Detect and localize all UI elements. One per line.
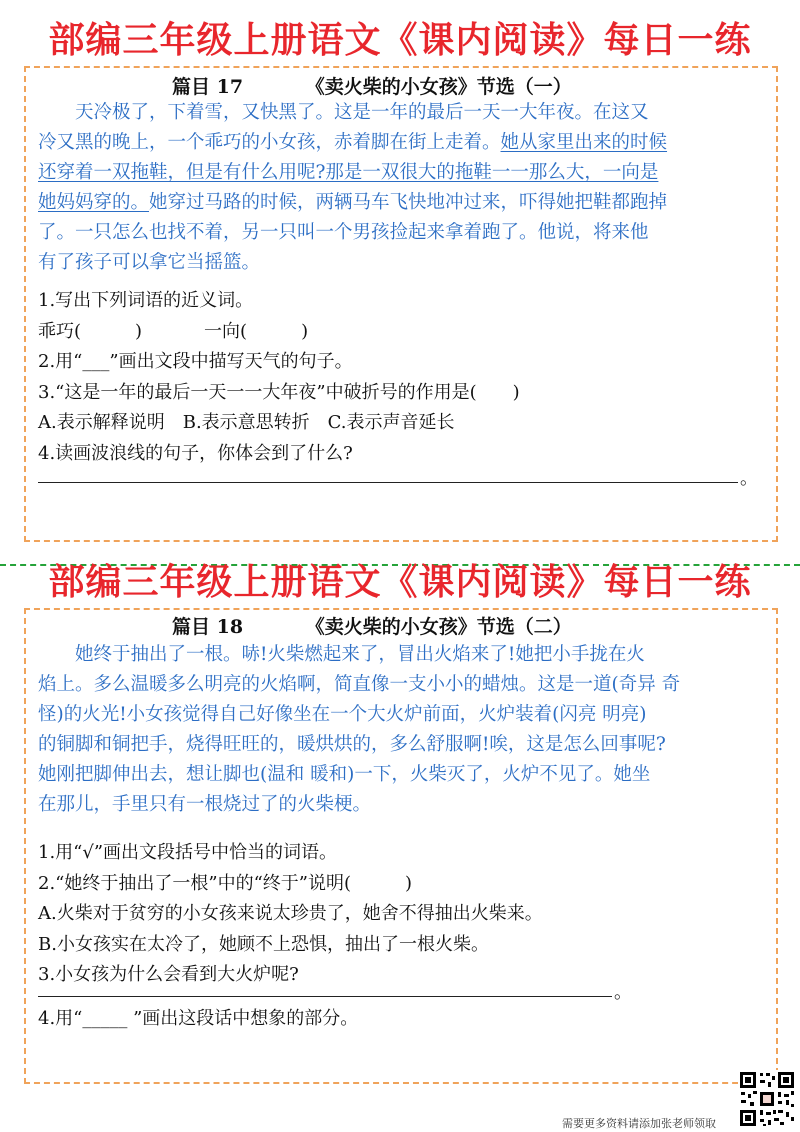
page-title-1: 部编三年级上册语文《课内阅读》每日一练 xyxy=(48,19,752,61)
piece-number: 篇目 17 xyxy=(172,76,244,98)
question-2-option-a: A.火柴对于贫穷的小女孩来说太珍贵了，她舍不得抽出火柴来。 xyxy=(38,903,543,924)
synonym-blank-2[interactable]: 一向( ) xyxy=(204,320,309,342)
passage-line: 焰上。多么温暖多么明亮的火焰啊，简直像一支小小的蜡烛。这是一道(奇异 奇 xyxy=(38,674,681,695)
page-title-2: 部编三年级上册语文《课内阅读》每日一练 xyxy=(48,561,752,603)
question-4-wrap xyxy=(38,1004,358,1035)
passage-segment: 她穿过马路的时候，两辆马车飞快地冲过来，吓得她把鞋都跑掉 xyxy=(149,192,668,213)
question-3-options: A.表示解释说明 B.表示意思转折 C.表示声音延长 xyxy=(38,412,455,433)
section-heading-2 xyxy=(172,612,572,639)
passage-line xyxy=(38,188,667,218)
passage-line xyxy=(38,128,667,158)
section-heading-1 xyxy=(172,72,572,99)
end-mark: 。 xyxy=(614,982,632,1003)
passage-line: 在那儿，手里只有一根烧过了的火柴梗。 xyxy=(38,794,372,815)
question-2: 2.“她终于抽出了一根”中的“终于”说明( ) xyxy=(38,872,413,894)
piece-title: 《卖火柴的小女孩》节选（二） xyxy=(305,616,572,638)
underlined-sentence: 她妈妈穿的。 xyxy=(38,192,150,213)
question-4: 4.读画波浪线的句子，你体会到了什么? xyxy=(38,442,353,464)
question-1: 1.用“√”画出文段括号中恰当的词语。 xyxy=(38,842,338,863)
passage-line: 的铜脚和铜把手，烧得旺旺的，暖烘烘的，多么舒服啊!唉，这是怎么回事呢? xyxy=(38,734,666,755)
question-4: 4.用“_____ ”画出这段话中想象的部分。 xyxy=(38,1008,359,1029)
underlined-sentence: 还穿着一双拖鞋，但是有什么用呢?那是一双很大的拖鞋一一那么大，一向是 xyxy=(38,162,659,183)
passage-line: 怪)的火光!小女孩觉得自己好像坐在一个大火炉前面，火炉装着(闪亮 明亮) xyxy=(38,704,647,725)
question-1-answers xyxy=(38,317,520,348)
piece-title: 《卖火柴的小女孩》节选（一） xyxy=(305,76,572,98)
qr-code-icon xyxy=(738,1070,796,1128)
questions-2 xyxy=(38,838,543,991)
passage-2 xyxy=(38,640,680,820)
question-1: 1.写出下列词语的近义词。 xyxy=(38,290,254,311)
end-mark: 。 xyxy=(740,468,758,489)
passage-1 xyxy=(38,98,667,278)
footer-note: 需要更多资料请添加张老师领取 xyxy=(562,1117,716,1130)
piece-number: 篇目 18 xyxy=(172,616,244,638)
passage-segment: 冷又黑的晚上，一个乖巧的小女孩，赤着脚在街上走着。 xyxy=(38,132,501,153)
passage-line: 她刚把脚伸出去，想让脚也(温和 暖和)一下，火柴灭了，火炉不见了。她坐 xyxy=(38,764,651,785)
questions-1 xyxy=(38,286,520,469)
passage-line: 有了孩子可以拿它当摇篮。 xyxy=(38,252,261,273)
question-3: 3.“这是一年的最后一天一一大年夜”中破折号的作用是( ) xyxy=(38,381,520,403)
synonym-blank-1[interactable]: 乖巧( ) xyxy=(38,320,143,342)
question-2: 2.用“___”画出文段中描写天气的句子。 xyxy=(38,351,353,372)
passage-line: 了。一只怎么也找不着，另一只叫一个男孩捡起来拿着跑了。他说，将来他 xyxy=(38,222,649,243)
question-3: 3.小女孩为什么会看到大火炉呢? xyxy=(38,964,299,985)
answer-line[interactable] xyxy=(38,996,612,997)
question-2-option-b: B.小女孩实在太冷了，她顾不上恐惧，抽出了一根火柴。 xyxy=(38,933,489,955)
answer-line[interactable] xyxy=(38,482,738,483)
underlined-sentence: 她从家里出来的时候 xyxy=(500,132,668,153)
passage-line: 天冷极了，下着雪，又快黑了。这是一年的最后一天一大年夜。在这又 xyxy=(38,102,649,123)
passage-line: 她终于抽出了一根。哧!火柴燃起来了，冒出火焰来了!她把小手拢在火 xyxy=(38,644,645,665)
